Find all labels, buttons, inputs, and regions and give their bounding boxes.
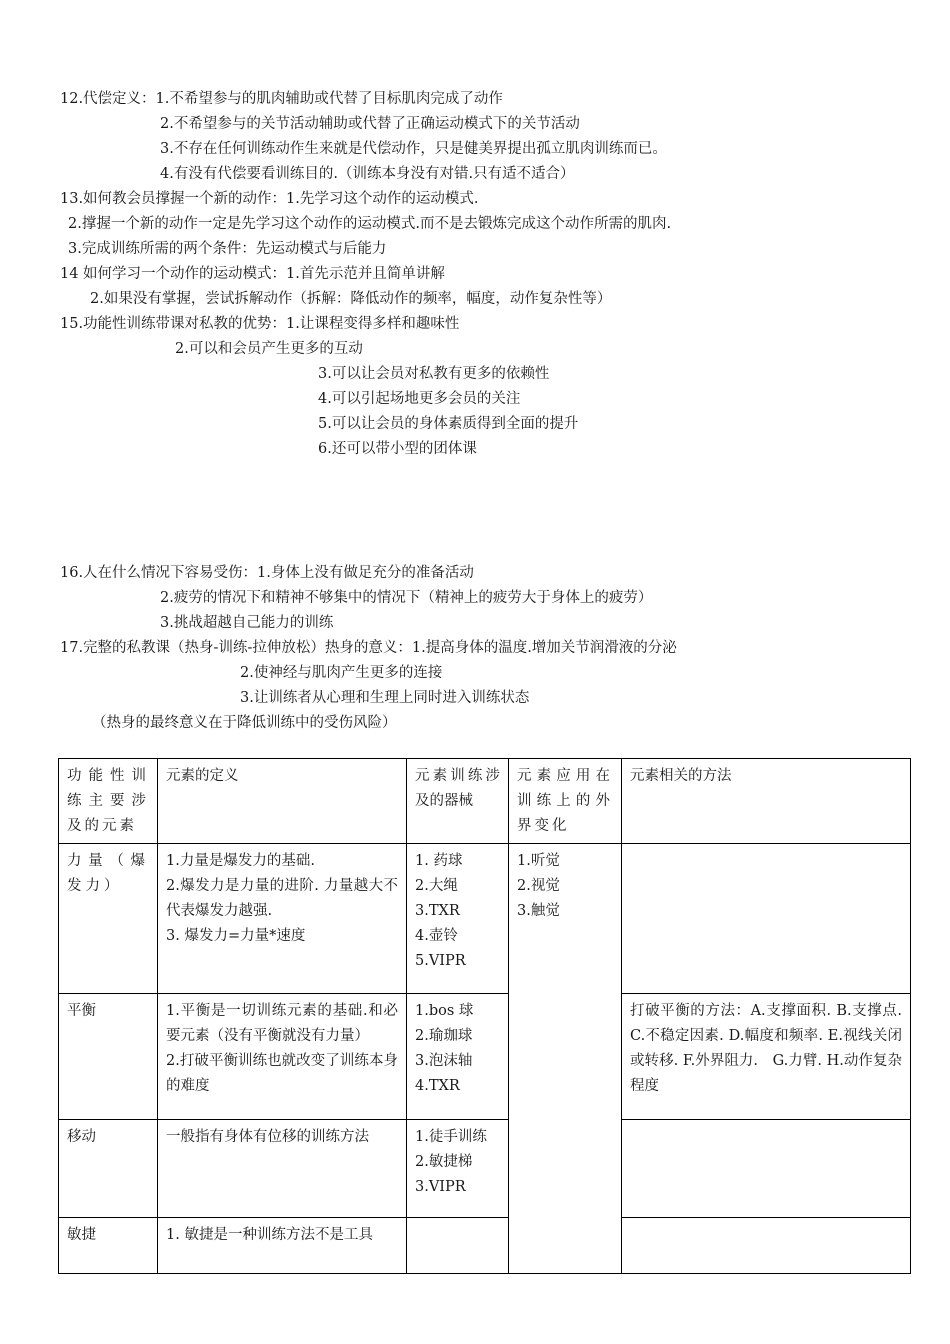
equipment-cell: 1.徒手训练 2.敏捷梯 3.VIPR <box>407 1120 509 1218</box>
item-16-title: 16.人在什么情况下容易受伤：1.身体上没有做足充分的准备活动 <box>60 565 474 581</box>
item-12-point-2: 2.不希望参与的关节活动辅助或代替了正确运动模式下的关节活动 <box>160 116 580 132</box>
table-row <box>59 1218 911 1274</box>
definition-cell: 1. 敏捷是一种训练方法不是工具 <box>158 1218 407 1274</box>
training-elements-table <box>58 758 911 1274</box>
definition-cell: 1.力量是爆发力的基础. 2.爆发力是力量的进阶. 力量越大不代表爆发力越强. 3. 爆发力=力量*速度 <box>158 844 407 994</box>
external-change-cell: 1.听觉 2.视觉 3.触觉 <box>509 844 622 1274</box>
item-13-title: 13.如何教会员撑握一个新的动作：1.先学习这个动作的运动模式. <box>60 191 479 207</box>
item-13-point-3: 3.完成训练所需的两个条件：先运动模式与后能力 <box>68 241 387 257</box>
element-cell: 敏捷 <box>59 1218 158 1274</box>
item-15-point-5: 5.可以让会员的身体素质得到全面的提升 <box>318 416 579 432</box>
item-16-point-3: 3.挑战超越自己能力的训练 <box>160 615 334 631</box>
item-14-point-2: 2.如果没有掌握，尝试拆解动作（拆解：降低动作的频率，幅度，动作复杂性等） <box>90 291 612 307</box>
header-external-change: 元素应用在训练上的外界变化 <box>509 759 622 844</box>
item-16-point-2: 2.疲劳的情况下和精神不够集中的情况下（精神上的疲劳大于身体上的疲劳） <box>160 590 653 606</box>
item-12-point-3: 3.不存在任何训练动作生来就是代偿动作，只是健美界提出孤立肌肉训练而已。 <box>160 141 667 157</box>
methods-cell: 打破平衡的方法：A.支撑面积. B.支撑点. C.不稳定因素. D.幅度和频率. E.视线关闭或转移. F.外界阻力. G.力臂. H.动作复杂程度 <box>622 994 911 1120</box>
methods-cell <box>622 844 911 994</box>
item-12-title: 12.代偿定义：1.不希望参与的肌肉辅助或代替了目标肌肉完成了动作 <box>60 91 503 107</box>
item-15-point-6: 6.还可以带小型的团体课 <box>318 441 477 457</box>
table-row <box>59 1120 911 1218</box>
item-15-point-3: 3.可以让会员对私教有更多的依赖性 <box>318 366 550 382</box>
equipment-cell <box>407 1218 509 1274</box>
item-15-point-4: 4.可以引起场地更多会员的关注 <box>318 391 521 407</box>
table-row <box>59 844 911 994</box>
header-definition: 元素的定义 <box>158 759 407 844</box>
equipment-cell: 1.bos 球 2.瑜珈球 3.泡沫轴 4.TXR <box>407 994 509 1120</box>
element-cell: 力量（爆发力） <box>59 844 158 994</box>
item-17-note: （热身的最终意义在于降低训练中的受伤风险） <box>92 715 397 731</box>
equipment-cell: 1. 药球 2.大绳 3.TXR 4.壶铃 5.VIPR <box>407 844 509 994</box>
definition-cell: 一般指有身体有位移的训练方法 <box>158 1120 407 1218</box>
item-17-point-3: 3.让训练者从心理和生理上同时进入训练状态 <box>240 690 530 706</box>
item-17-title: 17.完整的私教课（热身-训练-拉伸放松）热身的意义：1.提高身体的温度.增加关节润滑液的分泌 <box>60 640 677 656</box>
item-15-title: 15.功能性训练带课对私教的优势：1.让课程变得多样和趣味性 <box>60 316 460 332</box>
definition-cell: 1.平衡是一切训练元素的基础.和必要元素（没有平衡就没有力量） 2.打破平衡训练也就改变了训练本身的难度 <box>158 994 407 1120</box>
element-cell: 移动 <box>59 1120 158 1218</box>
header-equipment: 元素训练涉及的器械 <box>407 759 509 844</box>
item-15-point-2: 2.可以和会员产生更多的互动 <box>175 341 363 357</box>
item-12-point-4: 4.有没有代偿要看训练目的.（训练本身没有对错.只有适不适合） <box>160 166 575 182</box>
table-row <box>59 994 911 1120</box>
methods-cell <box>622 1218 911 1274</box>
item-17-point-2: 2.使神经与肌肉产生更多的连接 <box>240 665 443 681</box>
header-element: 功能性训练主要涉及的元素 <box>59 759 158 844</box>
table-header-row <box>59 759 911 844</box>
item-14-title: 14 如何学习一个动作的运动模式：1.首先示范并且简单讲解 <box>60 266 445 282</box>
element-cell: 平衡 <box>59 994 158 1120</box>
item-13-point-2: 2.撑握一个新的动作一定是先学习这个动作的运动模式.而不是去锻炼完成这个动作所需的肌肉. <box>68 216 672 232</box>
header-methods: 元素相关的方法 <box>622 759 911 844</box>
methods-cell <box>622 1120 911 1218</box>
